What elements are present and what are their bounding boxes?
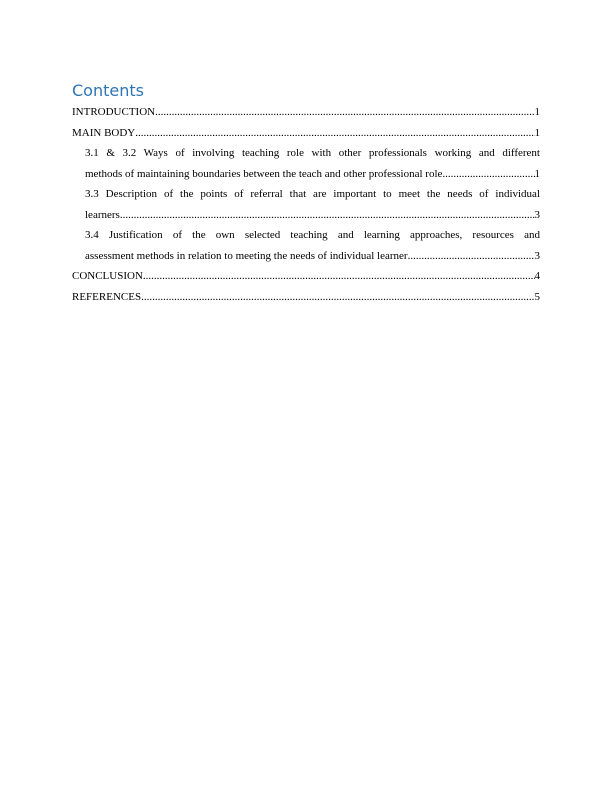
toc-entry-line <box>85 246 540 267</box>
toc-entry-text-line-1: 3.3 Description of the points of referral that are important to meet the needs of individual <box>85 188 540 200</box>
toc-entry-text: assessment methods in relation to meeting the needs of individual learner <box>85 249 408 262</box>
toc-entry-text-line-1: 3.1 & 3.2 Ways of involving teaching role with other professionals working and different <box>85 147 540 159</box>
toc-leader-dots <box>135 123 534 144</box>
toc-leader-dots <box>143 266 535 287</box>
toc-entry-3-3[interactable] <box>72 184 540 225</box>
toc-page-number: 1 <box>534 167 540 180</box>
toc-entry-line <box>72 266 540 287</box>
toc-entry-text: MAIN BODY <box>72 126 136 139</box>
table-of-contents <box>72 102 540 307</box>
toc-page-number: 5 <box>534 290 540 303</box>
toc-page-number: 4 <box>534 270 540 282</box>
toc-entry-line <box>85 164 540 185</box>
toc-page-number: 3 <box>534 249 540 262</box>
toc-page-number: 3 <box>534 208 540 221</box>
toc-leader-dots <box>442 164 534 185</box>
toc-entry-references[interactable] <box>72 287 540 308</box>
toc-page-number: 1 <box>534 126 540 139</box>
toc-entry-text: REFERENCES <box>72 290 142 303</box>
toc-entry-conclusion[interactable] <box>72 266 540 287</box>
toc-entry-text: learners <box>85 208 120 221</box>
toc-entry-3-4[interactable] <box>72 225 540 266</box>
toc-entry-text: INTRODUCTION <box>72 106 156 118</box>
toc-entry-text: methods of maintaining boundaries between the teach and other professional role <box>85 167 443 180</box>
toc-entry-main-body[interactable] <box>72 123 540 144</box>
toc-page-number: 1 <box>534 106 540 118</box>
toc-entry-text-line-1: 3.4 Justification of the own selected teaching and learning approaches, resources and <box>85 229 540 241</box>
toc-leader-dots <box>141 287 534 308</box>
toc-title: Contents <box>72 81 144 100</box>
toc-entry-introduction[interactable] <box>72 102 540 123</box>
toc-entry-text: CONCLUSION <box>72 270 143 282</box>
toc-entry-line <box>72 123 540 144</box>
toc-entry-line <box>72 287 540 308</box>
toc-entry-line <box>72 102 540 123</box>
toc-leader-dots <box>155 102 534 123</box>
toc-entry-3-1-3-2[interactable] <box>72 143 540 184</box>
toc-leader-dots <box>120 205 535 226</box>
toc-leader-dots <box>408 246 535 267</box>
toc-entry-line <box>85 205 540 226</box>
